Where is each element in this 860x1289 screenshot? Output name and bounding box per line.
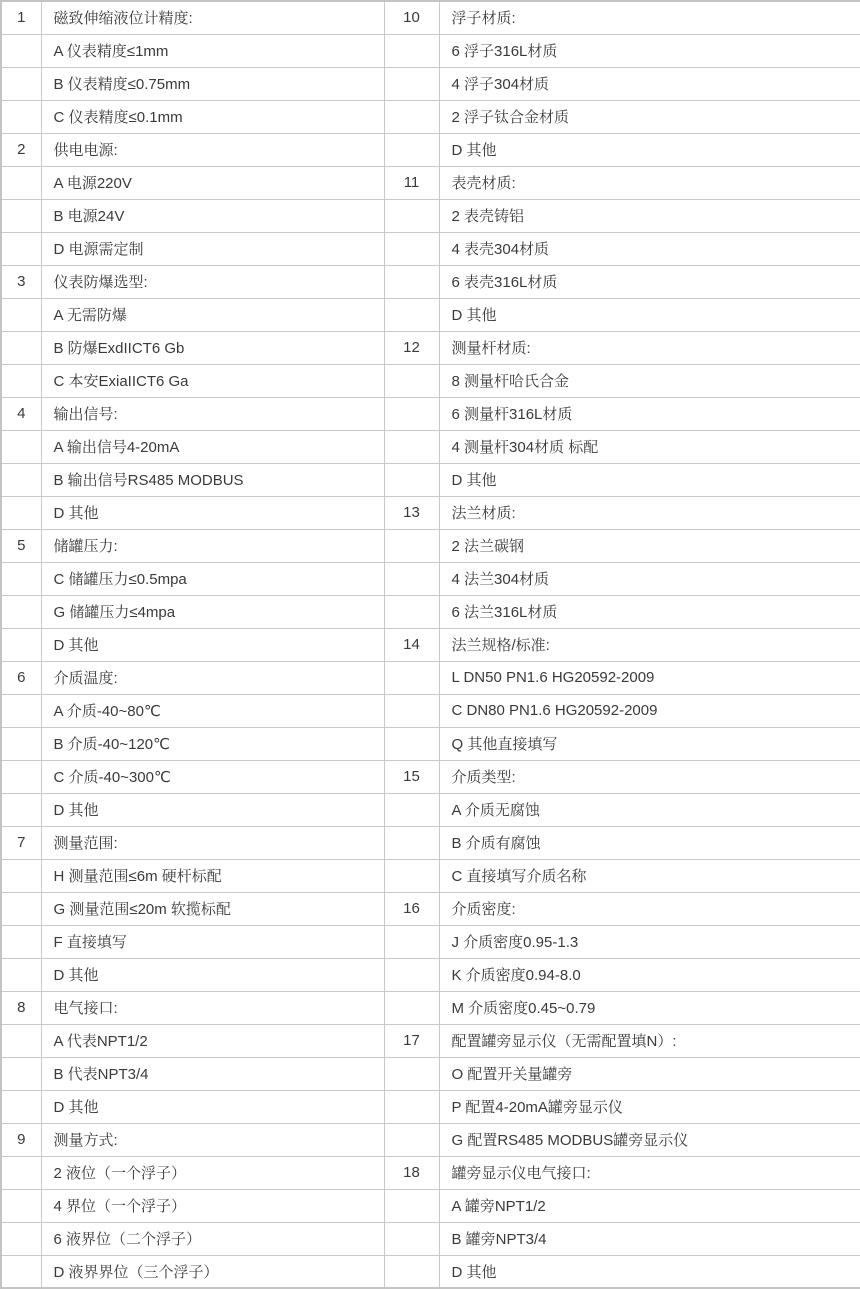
table-row: [1, 34, 860, 67]
option-text-cell-left: 磁致伸缩液位计精度:: [41, 1, 384, 34]
option-text-cell-right: 介质密度:: [439, 892, 860, 925]
option-text-cell-right: D 其他: [439, 133, 860, 166]
item-number-cell-left: [1, 430, 41, 463]
item-number-cell-left: [1, 100, 41, 133]
item-number-cell-left: [1, 199, 41, 232]
item-number-cell-left: [1, 694, 41, 727]
item-number-cell-left: [1, 232, 41, 265]
item-number-cell-right: [384, 1123, 439, 1156]
item-number-cell-right: 11: [384, 166, 439, 199]
option-text-cell-left: G 测量范围≤20m 软揽标配: [41, 892, 384, 925]
option-text-cell-left: C 本安ExiaIICT6 Ga: [41, 364, 384, 397]
item-number-cell-right: [384, 1189, 439, 1222]
item-number-cell-left: 1: [1, 1, 41, 34]
option-text-cell-left: D 其他: [41, 793, 384, 826]
table-row: [1, 595, 860, 628]
option-text-cell-left: B 代表NPT3/4: [41, 1057, 384, 1090]
item-number-cell-left: [1, 166, 41, 199]
item-number-cell-right: [384, 694, 439, 727]
item-number-cell-left: [1, 1024, 41, 1057]
option-text-cell-left: G 储罐压力≤4mpa: [41, 595, 384, 628]
option-text-cell-right: 6 浮子316L材质: [439, 34, 860, 67]
item-number-cell-right: 13: [384, 496, 439, 529]
option-text-cell-right: D 其他: [439, 463, 860, 496]
option-text-cell-left: A 仪表精度≤1mm: [41, 34, 384, 67]
table-row: [1, 793, 860, 826]
option-text-cell-right: 6 法兰316L材质: [439, 595, 860, 628]
option-text-cell-left: D 其他: [41, 496, 384, 529]
table-row: [1, 364, 860, 397]
table-row: [1, 331, 860, 364]
option-text-cell-left: A 电源220V: [41, 166, 384, 199]
item-number-cell-right: 12: [384, 331, 439, 364]
option-text-cell-left: A 介质-40~80℃: [41, 694, 384, 727]
item-number-cell-left: [1, 727, 41, 760]
option-text-cell-left: A 无需防爆: [41, 298, 384, 331]
item-number-cell-right: [384, 727, 439, 760]
option-text-cell-left: 2 液位（一个浮子）: [41, 1156, 384, 1189]
item-number-cell-right: [384, 34, 439, 67]
option-text-cell-right: B 罐旁NPT3/4: [439, 1222, 860, 1255]
item-number-cell-left: [1, 1255, 41, 1288]
table-row: [1, 991, 860, 1024]
option-text-cell-left: 6 液界位（二个浮子）: [41, 1222, 384, 1255]
item-number-cell-right: 15: [384, 760, 439, 793]
item-number-cell-right: [384, 826, 439, 859]
option-text-cell-right: D 其他: [439, 298, 860, 331]
option-text-cell-right: C DN80 PN1.6 HG20592-2009: [439, 694, 860, 727]
item-number-cell-right: 14: [384, 628, 439, 661]
option-text-cell-left: D 电源需定制: [41, 232, 384, 265]
table-row: [1, 925, 860, 958]
table-row: [1, 1, 860, 34]
item-number-cell-left: [1, 562, 41, 595]
option-text-cell-right: 4 测量杆304材质 标配: [439, 430, 860, 463]
option-text-cell-right: P 配置4-20mA罐旁显示仪: [439, 1090, 860, 1123]
option-text-cell-right: Q 其他直接填写: [439, 727, 860, 760]
table-row: [1, 133, 860, 166]
option-text-cell-right: J 介质密度0.95-1.3: [439, 925, 860, 958]
option-text-cell-left: B 仪表精度≤0.75mm: [41, 67, 384, 100]
option-text-cell-right: 4 浮子304材质: [439, 67, 860, 100]
table-row: [1, 199, 860, 232]
option-text-cell-right: 2 法兰碳钢: [439, 529, 860, 562]
item-number-cell-right: [384, 1057, 439, 1090]
item-number-cell-right: [384, 298, 439, 331]
option-text-cell-left: 输出信号:: [41, 397, 384, 430]
item-number-cell-right: 10: [384, 1, 439, 34]
table-row: [1, 463, 860, 496]
option-text-cell-left: 测量方式:: [41, 1123, 384, 1156]
item-number-cell-left: 8: [1, 991, 41, 1024]
table-row: [1, 298, 860, 331]
option-text-cell-right: O 配置开关量罐旁: [439, 1057, 860, 1090]
option-text-cell-left: D 液界界位（三个浮子）: [41, 1255, 384, 1288]
item-number-cell-left: 4: [1, 397, 41, 430]
option-text-cell-right: D 其他: [439, 1255, 860, 1288]
item-number-cell-left: [1, 892, 41, 925]
item-number-cell-left: [1, 760, 41, 793]
item-number-cell-left: [1, 859, 41, 892]
item-number-cell-right: 16: [384, 892, 439, 925]
item-number-cell-left: [1, 793, 41, 826]
item-number-cell-right: [384, 958, 439, 991]
item-number-cell-right: [384, 133, 439, 166]
table-row: [1, 1156, 860, 1189]
table-row: [1, 397, 860, 430]
option-text-cell-right: M 介质密度0.45~0.79: [439, 991, 860, 1024]
item-number-cell-right: [384, 595, 439, 628]
option-text-cell-right: 表壳材质:: [439, 166, 860, 199]
option-text-cell-left: A 输出信号4-20mA: [41, 430, 384, 463]
option-text-cell-right: 法兰规格/标准:: [439, 628, 860, 661]
item-number-cell-right: 17: [384, 1024, 439, 1057]
table-row: [1, 958, 860, 991]
item-number-cell-right: [384, 199, 439, 232]
option-text-cell-right: 介质类型:: [439, 760, 860, 793]
item-number-cell-left: 3: [1, 265, 41, 298]
table-row: [1, 892, 860, 925]
option-text-cell-right: G 配置RS485 MODBUS罐旁显示仪: [439, 1123, 860, 1156]
item-number-cell-left: 6: [1, 661, 41, 694]
table-row: [1, 232, 860, 265]
item-number-cell-left: [1, 628, 41, 661]
item-number-cell-left: [1, 463, 41, 496]
item-number-cell-right: [384, 1255, 439, 1288]
item-number-cell-left: 9: [1, 1123, 41, 1156]
item-number-cell-right: [384, 232, 439, 265]
item-number-cell-right: [384, 397, 439, 430]
option-text-cell-left: C 介质-40~300℃: [41, 760, 384, 793]
item-number-cell-left: [1, 1057, 41, 1090]
option-text-cell-left: B 防爆ExdIICT6 Gb: [41, 331, 384, 364]
item-number-cell-right: [384, 265, 439, 298]
option-text-cell-left: B 输出信号RS485 MODBUS: [41, 463, 384, 496]
option-text-cell-right: 罐旁显示仪电气接口:: [439, 1156, 860, 1189]
item-number-cell-left: 5: [1, 529, 41, 562]
table-row: [1, 1090, 860, 1123]
table-row: [1, 430, 860, 463]
table-row: [1, 1123, 860, 1156]
option-text-cell-right: C 直接填写介质名称: [439, 859, 860, 892]
item-number-cell-left: [1, 1222, 41, 1255]
option-text-cell-left: C 仪表精度≤0.1mm: [41, 100, 384, 133]
option-text-cell-right: 配置罐旁显示仪（无需配置填N）:: [439, 1024, 860, 1057]
option-text-cell-right: 4 法兰304材质: [439, 562, 860, 595]
option-text-cell-left: 测量范围:: [41, 826, 384, 859]
table-row: [1, 694, 860, 727]
spec-table-body: [1, 1, 860, 1288]
option-text-cell-right: A 罐旁NPT1/2: [439, 1189, 860, 1222]
table-row: [1, 628, 860, 661]
option-text-cell-left: D 其他: [41, 958, 384, 991]
item-number-cell-left: [1, 496, 41, 529]
option-text-cell-left: A 代表NPT1/2: [41, 1024, 384, 1057]
item-number-cell-right: [384, 1090, 439, 1123]
option-text-cell-right: B 介质有腐蚀: [439, 826, 860, 859]
option-text-cell-right: A 介质无腐蚀: [439, 793, 860, 826]
table-row: [1, 67, 860, 100]
table-row: [1, 760, 860, 793]
option-text-cell-right: 6 表壳316L材质: [439, 265, 860, 298]
table-row: [1, 1024, 860, 1057]
table-row: [1, 562, 860, 595]
table-row: [1, 661, 860, 694]
option-text-cell-right: 2 表壳铸铝: [439, 199, 860, 232]
item-number-cell-left: 7: [1, 826, 41, 859]
item-number-cell-left: [1, 1189, 41, 1222]
item-number-cell-right: [384, 661, 439, 694]
table-row: [1, 826, 860, 859]
option-text-cell-left: C 储罐压力≤0.5mpa: [41, 562, 384, 595]
item-number-cell-left: 2: [1, 133, 41, 166]
option-text-cell-left: H 测量范围≤6m 硬杆标配: [41, 859, 384, 892]
item-number-cell-left: [1, 958, 41, 991]
item-number-cell-right: [384, 991, 439, 1024]
table-row: [1, 1189, 860, 1222]
option-text-cell-left: 供电电源:: [41, 133, 384, 166]
item-number-cell-left: [1, 67, 41, 100]
option-text-cell-right: 法兰材质:: [439, 496, 860, 529]
option-text-cell-left: 储罐压力:: [41, 529, 384, 562]
table-row: [1, 529, 860, 562]
table-row: [1, 859, 860, 892]
item-number-cell-left: [1, 1156, 41, 1189]
item-number-cell-left: [1, 1090, 41, 1123]
item-number-cell-left: [1, 331, 41, 364]
table-row: [1, 1057, 860, 1090]
item-number-cell-right: [384, 793, 439, 826]
table-row: [1, 166, 860, 199]
table-row: [1, 496, 860, 529]
option-text-cell-right: 6 测量杆316L材质: [439, 397, 860, 430]
item-number-cell-right: [384, 67, 439, 100]
item-number-cell-left: [1, 595, 41, 628]
table-row: [1, 100, 860, 133]
item-number-cell-right: [384, 364, 439, 397]
option-text-cell-left: F 直接填写: [41, 925, 384, 958]
option-text-cell-left: D 其他: [41, 1090, 384, 1123]
item-number-cell-left: [1, 364, 41, 397]
item-number-cell-left: [1, 34, 41, 67]
item-number-cell-right: [384, 925, 439, 958]
option-text-cell-right: 2 浮子钛合金材质: [439, 100, 860, 133]
option-text-cell-right: L DN50 PN1.6 HG20592-2009: [439, 661, 860, 694]
item-number-cell-right: [384, 463, 439, 496]
option-text-cell-right: 4 表壳304材质: [439, 232, 860, 265]
item-number-cell-right: [384, 529, 439, 562]
option-text-cell-left: D 其他: [41, 628, 384, 661]
option-text-cell-right: K 介质密度0.94-8.0: [439, 958, 860, 991]
item-number-cell-left: [1, 298, 41, 331]
option-text-cell-right: 浮子材质:: [439, 1, 860, 34]
option-text-cell-left: B 电源24V: [41, 199, 384, 232]
item-number-cell-right: [384, 430, 439, 463]
item-number-cell-left: [1, 925, 41, 958]
option-text-cell-right: 测量杆材质:: [439, 331, 860, 364]
option-text-cell-left: 介质温度:: [41, 661, 384, 694]
option-text-cell-left: 电气接口:: [41, 991, 384, 1024]
table-row: [1, 265, 860, 298]
option-text-cell-left: 仪表防爆选型:: [41, 265, 384, 298]
table-row: [1, 727, 860, 760]
option-text-cell-right: 8 测量杆哈氏合金: [439, 364, 860, 397]
option-text-cell-left: B 介质-40~120℃: [41, 727, 384, 760]
item-number-cell-right: [384, 1222, 439, 1255]
item-number-cell-right: 18: [384, 1156, 439, 1189]
item-number-cell-right: [384, 100, 439, 133]
item-number-cell-right: [384, 562, 439, 595]
table-row: [1, 1222, 860, 1255]
table-row: [1, 1255, 860, 1288]
option-text-cell-left: 4 界位（一个浮子）: [41, 1189, 384, 1222]
item-number-cell-right: [384, 859, 439, 892]
